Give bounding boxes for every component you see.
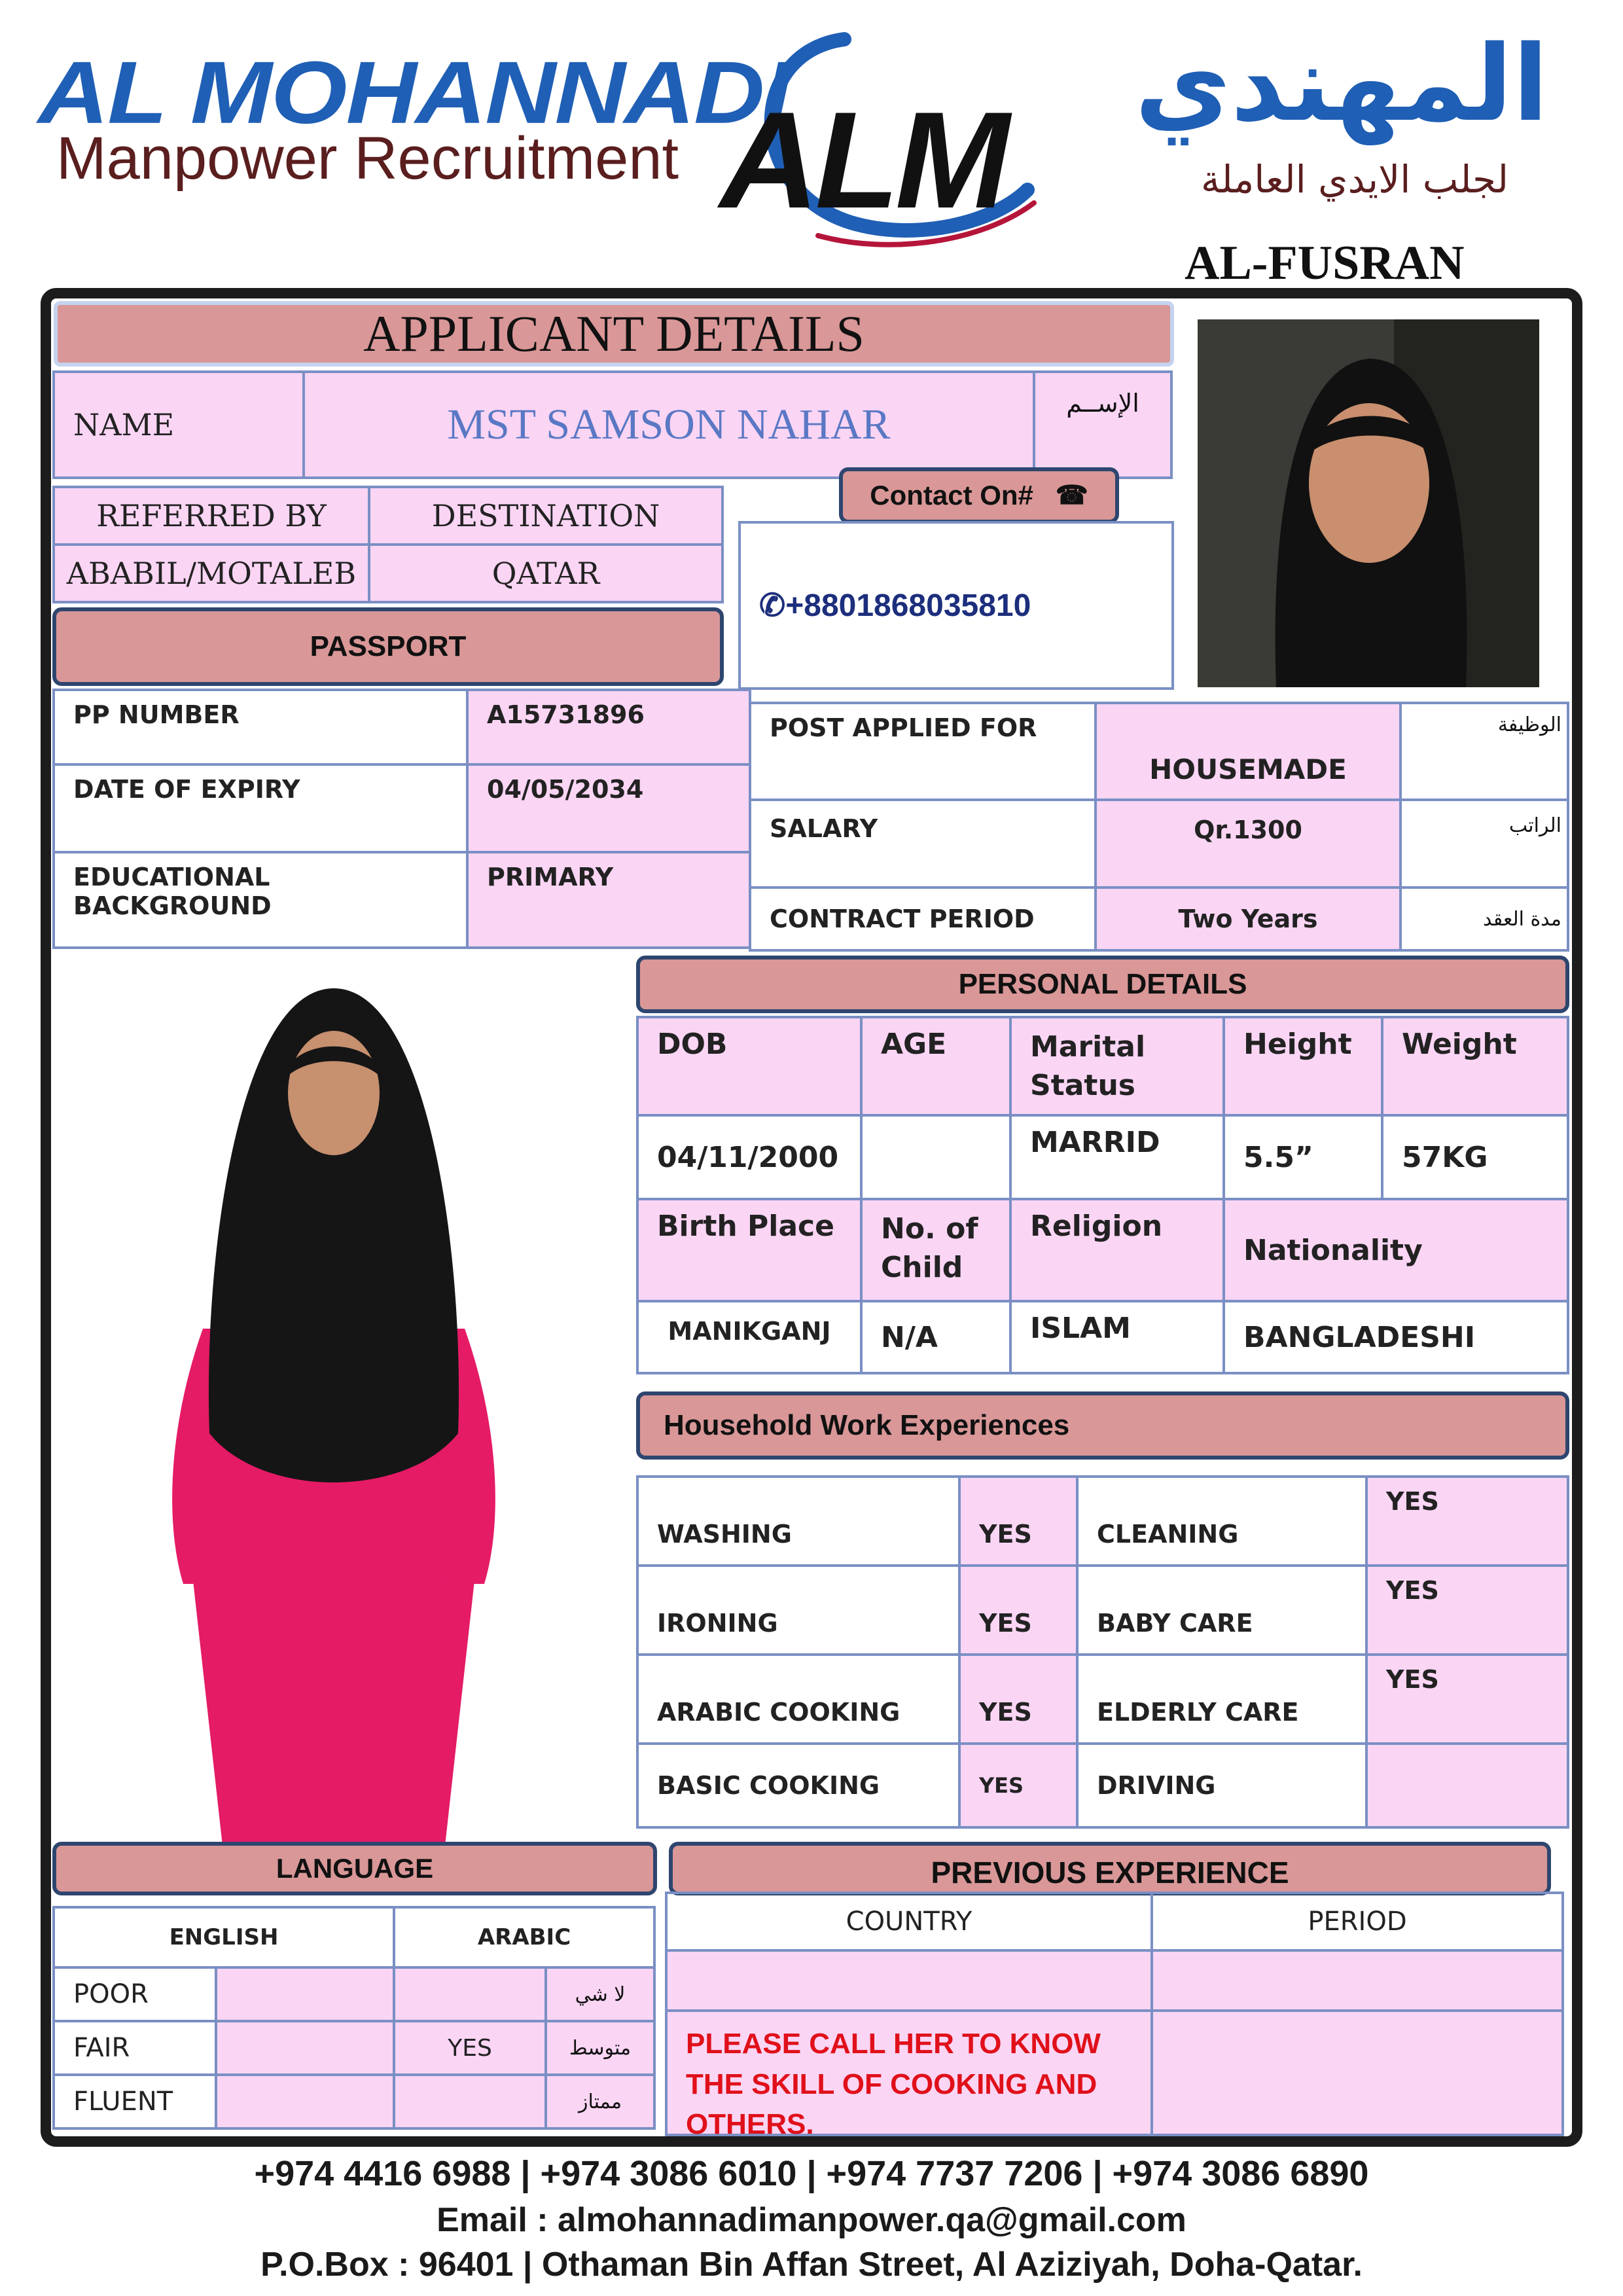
dob-value: 04/11/2000: [657, 1140, 839, 1174]
company-name: AL MOHANNADI: [38, 43, 790, 142]
arabic-cooking-cell: [636, 1653, 961, 1745]
arabic-cooking-value: YES: [979, 1698, 1032, 1727]
expiry-label: DATE OF EXPIRY: [73, 775, 300, 804]
post-applied-label-arabic: الوظيفة: [1497, 713, 1561, 736]
language-title: LANGUAGE: [276, 1853, 434, 1884]
name-value-cell: [302, 370, 1035, 479]
expiry-label-cell: [52, 763, 469, 853]
poor-label-cell: [52, 1966, 217, 2022]
driving-label: DRIVING: [1097, 1771, 1216, 1800]
baby-care-value-cell: [1365, 1564, 1569, 1656]
height-header-cell: [1222, 1016, 1383, 1117]
elderly-care-value: YES: [1386, 1665, 1439, 1694]
cooking-skill-note: PLEASE CALL HER TO KNOW THE SKILL OF COOKING AND OTHERS.: [686, 2028, 1101, 2141]
fair-arabic-value: YES: [448, 2034, 492, 2062]
passport-title: PASSPORT: [310, 630, 467, 662]
elderly-care-cell: [1076, 1653, 1368, 1745]
footer-address: P.O.Box : 96401 | Othaman Bin Affan Street, Al Aziziyah, Doha-Qatar.: [260, 2246, 1363, 2284]
fluent-label: FLUENT: [73, 2087, 173, 2117]
marital-status-value: MARRID: [1030, 1126, 1160, 1159]
arabic-cooking-value-cell: [958, 1653, 1079, 1745]
salary-value: Qr.1300: [1194, 816, 1302, 844]
basic-cooking-cell: [636, 1742, 961, 1829]
period-row-2: [1150, 2009, 1564, 2136]
contact-phone[interactable]: ✆+8801868035810: [759, 588, 1031, 623]
referred-value-cell: [52, 543, 370, 603]
expiry-value-cell: [466, 763, 751, 853]
pp-number-value: A15731896: [487, 700, 645, 729]
ironing-value: YES: [979, 1609, 1032, 1638]
age-value-cell: [860, 1114, 1012, 1200]
education-value: PRIMARY: [487, 863, 614, 891]
driving-cell: [1076, 1742, 1368, 1829]
contract-arabic-cell: [1399, 886, 1569, 952]
religion-header: Religion: [1030, 1210, 1163, 1243]
washing-label: WASHING: [657, 1520, 792, 1549]
full-body-image: [92, 962, 576, 1846]
household-title: Household Work Experiences: [664, 1409, 1070, 1441]
fluent-arabic-label-cell: [544, 2073, 656, 2130]
washing-cell: [636, 1475, 961, 1567]
poor-english-cell: [215, 1966, 395, 2022]
weight-header: Weight: [1402, 1028, 1517, 1061]
fair-label-arabic: متوسط: [569, 2036, 632, 2060]
applicant-details-title: APPLICANT DETAILS: [363, 305, 865, 362]
cleaning-cell: [1076, 1475, 1368, 1567]
passport-header: [52, 607, 724, 686]
children-value-cell: [860, 1300, 1012, 1374]
country-header-cell: [665, 1892, 1153, 1952]
period-header: PERIOD: [1308, 1907, 1407, 1937]
portrait-image: [1198, 319, 1539, 687]
dob-value-cell: [636, 1114, 863, 1200]
salary-label-cell: [749, 798, 1097, 889]
country-header: COUNTRY: [846, 1907, 972, 1937]
footer-email[interactable]: Email : almohannadimanpower.qa@gmail.com: [437, 2201, 1186, 2239]
children-header-cell: [860, 1198, 1012, 1302]
full-body-photo: [92, 962, 576, 1846]
fair-arabic-label-cell: [544, 2020, 656, 2076]
contract-period-label: CONTRACT PERIOD: [770, 905, 1035, 933]
arabic-header-cell: [393, 1906, 656, 1969]
poor-arabic-cell: [393, 1966, 547, 2022]
alm-logo-text: ALM: [720, 83, 1006, 237]
branch-name: AL-FUSRAN: [1185, 236, 1465, 290]
arabic-company-subtitle: لجلب الايدي العاملة: [1200, 157, 1509, 202]
poor-label: POOR: [73, 1979, 149, 2009]
destination-label-cell: [368, 486, 724, 546]
contract-period-value: Two Years: [1178, 905, 1318, 933]
marital-value-cell: [1009, 1114, 1225, 1200]
salary-arabic-cell: [1399, 798, 1569, 889]
ironing-value-cell: [958, 1564, 1079, 1656]
birth-place-header-cell: [636, 1198, 863, 1302]
religion-value-cell: [1009, 1300, 1225, 1374]
post-applied-label: POST APPLIED FOR: [770, 713, 1037, 742]
referred-by-label: REFERRED BY: [96, 498, 327, 533]
contact-label: Contact On#: [870, 480, 1033, 511]
previous-experience-header: [669, 1842, 1551, 1895]
ironing-label: IRONING: [657, 1609, 778, 1638]
cleaning-value-cell: [1365, 1475, 1569, 1567]
personal-details-title: PERSONAL DETAILS: [958, 968, 1247, 1000]
post-arabic-cell: [1399, 702, 1569, 801]
language-header: [52, 1842, 657, 1895]
phone-icon: ☎: [1055, 481, 1088, 510]
driving-value-cell: [1365, 1742, 1569, 1829]
company-subtitle: Manpower Recruitment: [56, 125, 679, 192]
personal-details-header: [636, 956, 1569, 1013]
height-value-cell: [1222, 1114, 1383, 1200]
post-applied-value: HOUSEMADE: [1149, 753, 1347, 785]
period-header-cell: [1150, 1892, 1564, 1952]
destination-value-cell: [368, 543, 724, 603]
birth-place-value-cell: [636, 1300, 863, 1374]
birth-place-header: Birth Place: [657, 1210, 834, 1243]
previous-experience-title: PREVIOUS EXPERIENCE: [931, 1856, 1289, 1890]
religion-value: ISLAM: [1030, 1312, 1131, 1345]
contract-label-cell: [749, 886, 1097, 952]
no-of-child-header: No. of Child: [881, 1212, 978, 1285]
footer-phones: +974 4416 6988 | +974 3086 6010 | +974 7737 7206 | +974 3086 6890: [254, 2154, 1369, 2193]
contract-value-cell: [1094, 886, 1402, 952]
country-row-1: [665, 1949, 1153, 2012]
name-label-arabic: الإســم: [1066, 389, 1139, 418]
applicant-name: MST SAMSON NAHAR: [447, 401, 891, 448]
fluent-label-arabic: ممتاز: [578, 2090, 622, 2113]
fluent-arabic-cell: [393, 2073, 547, 2130]
household-header: [636, 1391, 1569, 1460]
destination-value: QATAR: [491, 556, 600, 591]
weight-value-cell: [1381, 1114, 1569, 1200]
contract-period-label-arabic: مدة العقد: [1483, 907, 1561, 931]
destination-label: DESTINATION: [431, 498, 660, 533]
post-label-cell: [749, 702, 1097, 801]
religion-header-cell: [1009, 1198, 1225, 1302]
salary-label: SALARY: [770, 814, 878, 843]
name-label: NAME: [73, 407, 175, 442]
contact-value-cell: [738, 521, 1174, 690]
nationality-header: Nationality: [1243, 1233, 1423, 1267]
country-row-2: [665, 2009, 1153, 2141]
fluent-english-cell: [215, 2073, 395, 2130]
nationality-header-cell: [1222, 1198, 1569, 1302]
pp-number-value-cell: [466, 689, 751, 766]
alm-logo: [720, 26, 1054, 262]
referred-label-cell: [52, 486, 370, 546]
poor-label-arabic: لا شي: [575, 1982, 626, 2006]
elderly-care-label: ELDERLY CARE: [1097, 1698, 1299, 1727]
post-value-cell: [1094, 702, 1402, 801]
name-label-cell: [52, 370, 305, 479]
pp-number-label-cell: [52, 689, 469, 766]
name-arabic-cell: [1033, 370, 1173, 479]
fair-arabic-cell: [393, 2020, 547, 2076]
salary-label-arabic: الراتب: [1508, 814, 1561, 837]
education-value-cell: [466, 851, 751, 949]
marital-header-cell: [1009, 1016, 1225, 1117]
contact-header: [839, 467, 1119, 524]
birth-place-value: MANIKGANJ: [668, 1317, 831, 1346]
height-header: Height: [1243, 1028, 1352, 1061]
fair-label: FAIR: [73, 2033, 130, 2063]
baby-care-cell: [1076, 1564, 1368, 1656]
arabic-cooking-label: ARABIC COOKING: [657, 1698, 901, 1727]
cleaning-value: YES: [1386, 1487, 1439, 1516]
arabic-header: ARABIC: [477, 1924, 571, 1950]
arabic-company-name: المهندي: [1134, 22, 1549, 145]
salary-value-cell: [1094, 798, 1402, 889]
height-value: 5.5”: [1243, 1140, 1313, 1174]
referred-by-value: ABABIL/MOTALEB: [66, 556, 357, 591]
english-header: ENGLISH: [169, 1924, 279, 1950]
applicant-details-header: [54, 301, 1174, 367]
washing-value: YES: [979, 1520, 1032, 1549]
age-header-cell: [860, 1016, 1012, 1117]
expiry-value: 04/05/2034: [487, 775, 644, 804]
nationality-value: BANGLADESHI: [1243, 1320, 1476, 1354]
education-label-cell: [52, 851, 469, 949]
washing-value-cell: [958, 1475, 1079, 1567]
english-header-cell: [52, 1906, 395, 1969]
weight-header-cell: [1381, 1016, 1569, 1117]
weight-value: 57KG: [1402, 1140, 1488, 1174]
basic-cooking-value-cell: [958, 1742, 1079, 1829]
dob-header-cell: [636, 1016, 863, 1117]
basic-cooking-value: YES: [979, 1773, 1024, 1798]
cleaning-label: CLEANING: [1097, 1520, 1239, 1549]
fluent-label-cell: [52, 2073, 217, 2130]
portrait-photo: [1198, 319, 1539, 687]
poor-arabic-label-cell: [544, 1966, 656, 2022]
fair-english-cell: [215, 2020, 395, 2076]
age-header: AGE: [881, 1028, 947, 1061]
baby-care-value: YES: [1386, 1576, 1439, 1605]
no-of-child-value: N/A: [881, 1320, 938, 1354]
basic-cooking-label: BASIC COOKING: [657, 1771, 880, 1800]
nationality-value-cell: [1222, 1300, 1569, 1374]
elderly-care-value-cell: [1365, 1653, 1569, 1745]
education-label: EDUCATIONAL BACKGROUND: [73, 863, 272, 920]
dob-header: DOB: [657, 1028, 728, 1061]
fair-label-cell: [52, 2020, 217, 2076]
period-row-1: [1150, 1949, 1564, 2012]
ironing-cell: [636, 1564, 961, 1656]
pp-number-label: PP NUMBER: [73, 700, 240, 729]
marital-status-header: Marital Status: [1030, 1030, 1146, 1103]
baby-care-label: BABY CARE: [1097, 1609, 1253, 1638]
